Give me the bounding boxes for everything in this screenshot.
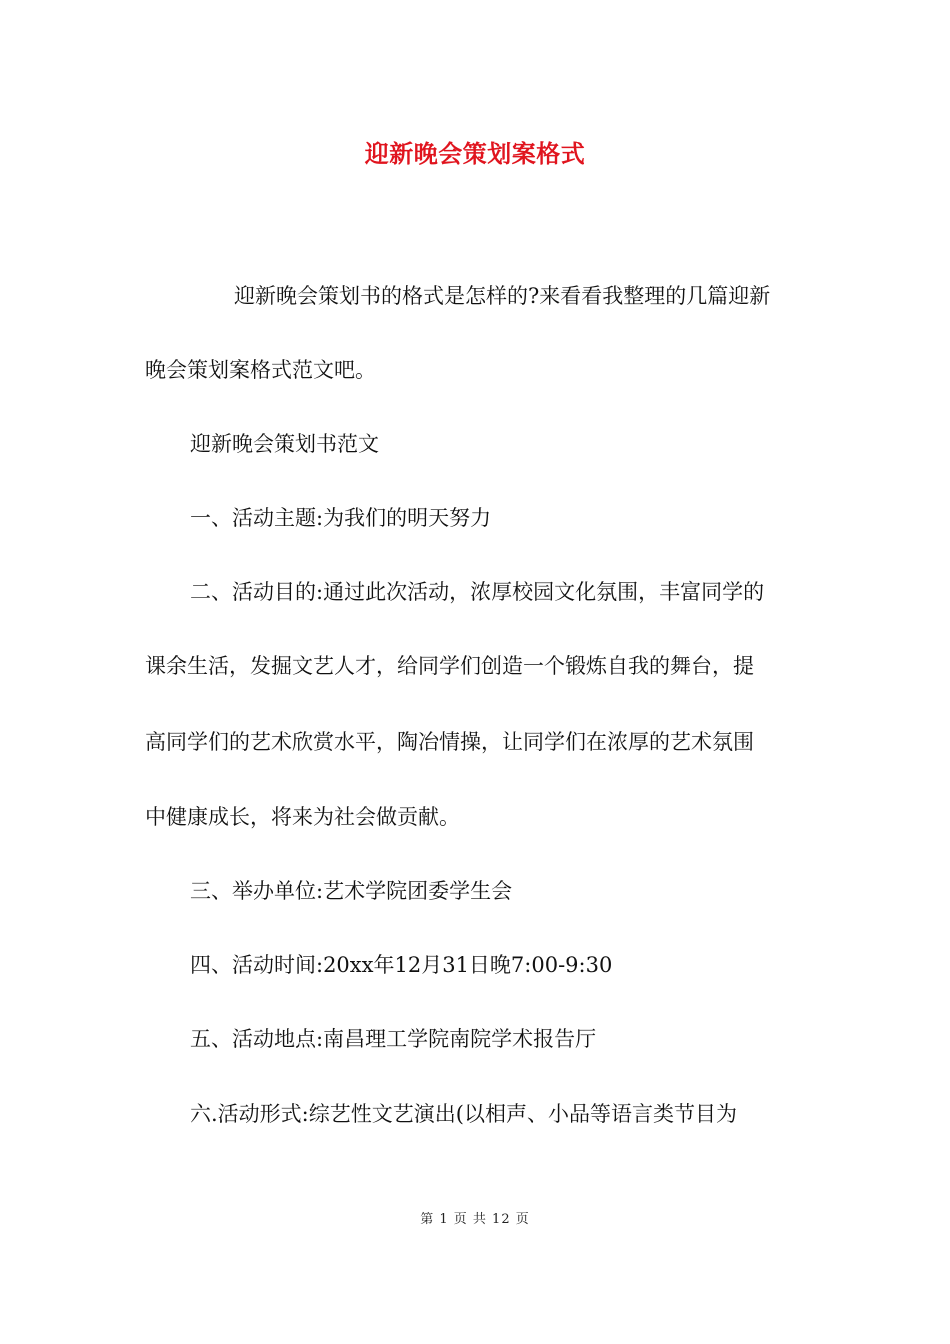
item-theme: 一、活动主题:为我们的明天努力: [190, 506, 492, 530]
intro-line-2: 晚会策划案格式范文吧。: [145, 358, 376, 382]
item-purpose-line-1: 二、活动目的:通过此次活动，浓厚校园文化氛围，丰富同学的: [190, 580, 765, 604]
intro-line-1: 迎新晚会策划书的格式是怎样的?来看看我整理的几篇迎新: [234, 284, 771, 308]
item-purpose-line-2: 课余生活，发掘文艺人才，给同学们创造一个锻炼自我的舞台，提: [145, 654, 754, 678]
section-heading: 迎新晚会策划书范文: [190, 432, 379, 456]
page-footer: 第 1 页 共 12 页: [420, 1212, 530, 1227]
document-title: 迎新晚会策划案格式: [364, 139, 586, 168]
item-time: 四、活动时间:20xx年12月31日晚7:00-9:30: [190, 953, 613, 977]
item-purpose-line-3: 高同学们的艺术欣赏水平，陶冶情操，让同学们在浓厚的艺术氛围: [145, 730, 754, 754]
item-purpose-line-4: 中健康成长，将来为社会做贡献。: [145, 805, 460, 829]
item-location: 五、活动地点:南昌理工学院南院学术报告厅: [190, 1027, 597, 1051]
item-format-line-1: 六.活动形式:综艺性文艺演出(以相声、小品等语言类节目为: [190, 1102, 737, 1126]
item-organizer: 三、举办单位:艺术学院团委学生会: [190, 879, 513, 903]
